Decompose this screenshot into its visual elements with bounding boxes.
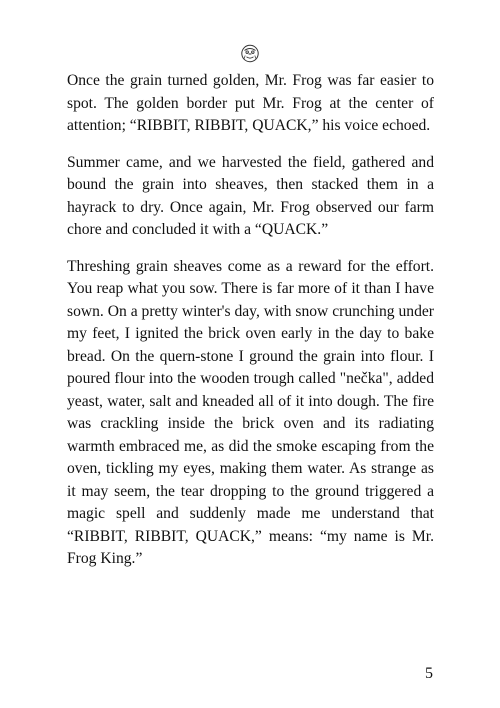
paragraph-threshing-bread: Threshing grain sheaves come as a reward for the effort. You reap what you sow. There is far more of it than I have sown. On a pretty winter's day, with snow crunching under my feet, I ignited the brick oven early in the day to bake bread. On the quern-stone I ground the grain into flour. I poured flour into the wooden trough called "nečka", added yeast, water, salt and kneaded all of it into dough. The fire was crackling inside the brick oven and its radiating warmth embraced me, as did the smoke escaping from the oven, tickling my eyes, making them water. As strange as it may seem, the tear dropping to the ground triggered a magic spell and suddenly made me understand that “RIBBIT, RIBBIT, QUACK,” means: “my name is Mr. Frog King.” xyxy=(67,257,434,567)
frog-face-ornament-icon xyxy=(240,43,260,63)
paragraph-summer-harvest: Summer came, and we harvested the field, gathered and bound the grain into sheaves, then stacked them in a hayrack to dry. Once again, Mr. Frog observed our farm chore and concluded it with a “QUACK.” xyxy=(67,153,434,238)
page-number: 5 xyxy=(425,665,433,682)
page-body-text xyxy=(67,70,434,585)
paragraph-golden-grain: Once the grain turned golden, Mr. Frog was far easier to spot. The golden border put Mr. Frog at the center of attention; “RIBBIT, RIBBIT, QUACK,” his voice echoed. xyxy=(67,72,434,134)
